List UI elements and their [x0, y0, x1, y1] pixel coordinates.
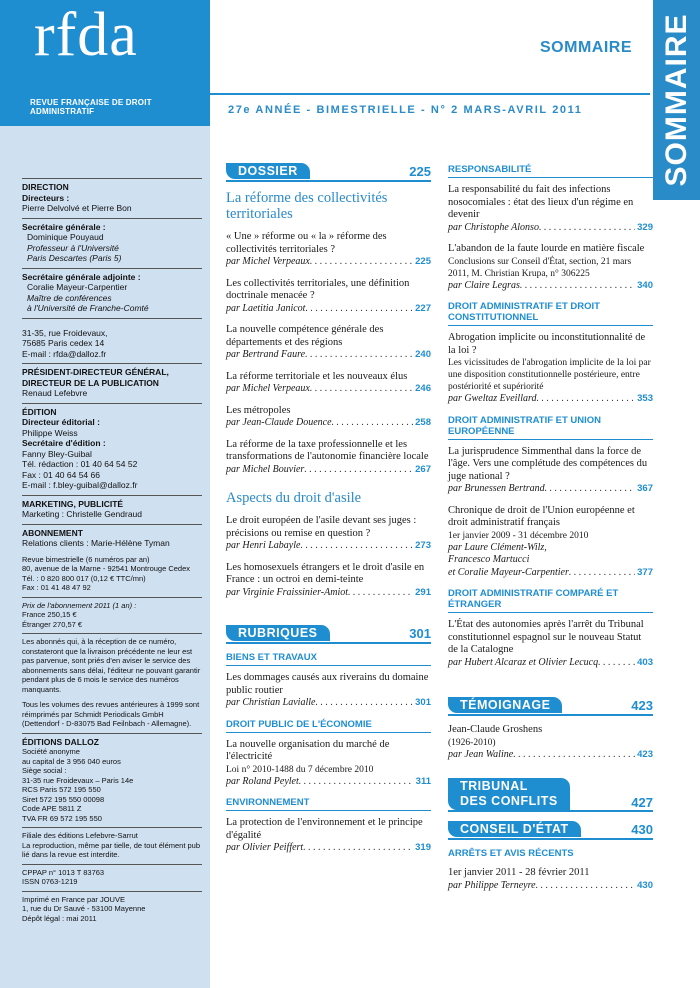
category-heading: ARRÊTS ET AVIS RÉCENTS [448, 848, 574, 859]
entry-title: La nouvelle organisation du marché de l'électricité [226, 738, 390, 762]
toc-entry[interactable] [226, 672, 431, 710]
category-heading: DROIT ADMINISTRATIF COMPARÉ ET ÉTRANGER [448, 588, 653, 613]
prix-france: France 250,15 € [22, 610, 77, 619]
entry-title: La réforme territoriale et les nouveaux élus [226, 370, 408, 382]
entry-title: L'abandon de la faute lourde en matière fiscale [448, 243, 645, 254]
company-line: Société anonyme [22, 747, 80, 756]
sg-role: Professeur à l'Université [27, 242, 119, 253]
entry-title: Jean-Claude Groshens [448, 724, 543, 735]
entry-author: par Jean-Claude Douence [226, 417, 332, 428]
entry-author: par Brunessen Bertrand [448, 483, 545, 494]
entry-author: par Roland Peylet [226, 775, 299, 787]
divider [22, 733, 202, 734]
reprint-note: Tous les volumes des revues antérieures à 1999 sont réimprimés par Schmidt Periodicals GmbH (Dettendorf - D-83075 Bad Feilnbach - Allemagne). [22, 700, 200, 728]
category-heading: ENVIRONNEMENT [226, 797, 431, 811]
leader-dots [537, 393, 636, 406]
entry-title: Le droit européen de l'asile devant ses juges : précisions ou remise en question ? [226, 515, 417, 539]
entry-page: 291 [415, 586, 431, 598]
category-heading: RESPONSABILITÉ [448, 164, 653, 178]
entry-page: 340 [637, 279, 653, 291]
entry-page: 258 [415, 417, 431, 428]
abo-line: Relations clients : Marie-Hélène Tyman [22, 538, 170, 548]
leader-dots [310, 383, 413, 396]
entry-page: 423 [637, 748, 653, 760]
leader-dots [348, 587, 413, 600]
toc-entry[interactable] [448, 867, 653, 892]
entry-author: par Hubert Alcaraz et Olivier Lecucq [448, 656, 599, 668]
entry-subtitle: (1926-2010) [448, 737, 496, 748]
dossier-section-header [226, 162, 431, 182]
divider [22, 827, 202, 828]
mkt-line: Marketing : Christelle Gendraud [22, 509, 143, 519]
entry-title: Chronique de droit de l'Union européenne et droit administratif français [448, 504, 635, 528]
tribunal-page: 427 [631, 795, 653, 810]
entry-title: Abrogation implicite ou inconstitutionnalité de la loi ? [448, 332, 646, 356]
logo-subtitle: REVUE FRANÇAISE DE DROIT ADMINISTRATIF [30, 98, 152, 116]
leader-dots [520, 280, 635, 293]
company-line: RCS Paris 572 195 550 [22, 785, 101, 794]
entry-subtitle: Loi n° 2010-1488 du 7 décembre 2010 [226, 764, 374, 775]
direction-heading: DIRECTION [22, 182, 69, 192]
entry-title: Les collectivités territoriales, une définition doctrinale menacée ? [226, 277, 410, 301]
entry-author: par Christophe Alonso [448, 221, 539, 233]
company-line: au capital de 3 956 040 euros [22, 756, 121, 766]
company-line: 31-35 rue Froidevaux – Paris 14e [22, 775, 134, 785]
divider [22, 178, 202, 179]
address-line: 31-35, rue Froidevaux, [22, 327, 108, 338]
print-line: Imprimé en France par JOUVE [22, 894, 125, 904]
entry-page: 329 [637, 221, 653, 233]
leader-dots [598, 657, 635, 670]
header-banner [0, 0, 210, 126]
se-name: Fanny Bley-Guibal [22, 448, 92, 459]
divider [22, 633, 202, 634]
rev-line: 80, avenue de la Marne - 92541 Montrouge Cedex [22, 564, 191, 573]
divider [22, 495, 202, 496]
toc-entry[interactable] [448, 619, 653, 669]
sommaire-label: SOMMAIRE [540, 39, 632, 56]
entry-page: 267 [415, 463, 431, 475]
entry-page: 273 [415, 540, 431, 551]
toc-entry[interactable] [226, 371, 431, 396]
entry-author: par Bertrand Faure [226, 349, 306, 360]
de-label: Directeur éditorial : [22, 417, 100, 427]
entry-author: par Jean Waline [448, 748, 514, 760]
entry-author: et Coralie Mayeur-Carpentier [448, 566, 569, 578]
dossier-tag: DOSSIER [226, 163, 310, 179]
tribunal-tag-line2: DES CONFLITS [460, 794, 558, 808]
leader-dots [304, 464, 413, 477]
entry-title: L'État des autonomies après l'arrêt du Tribunal constitutionnel espagnol sur le nouveau Statut de la Catalogne [448, 619, 644, 655]
category-heading: DROIT PUBLIC DE L'ÉCONOMIE [226, 719, 431, 733]
subscriber-note: Les abonnés qui, à la réception de ce numéro, constateront que la livraison précédente ne leur est pas parvenue, sont priés d'en aviser le service des abonnements sans délai, l'éditeur ne pouvant garantir pendant plus de 6 mois le service des numéros manquants. [22, 637, 201, 694]
leader-dots [536, 880, 636, 893]
leader-dots [305, 303, 413, 316]
entry-author: par Olivier Peiffert [226, 842, 304, 853]
sga-role: à l'Université de Franche-Comté [27, 303, 149, 313]
leader-dots [303, 842, 413, 855]
leader-dots [305, 349, 413, 362]
directeurs-label: Directeurs : [22, 192, 70, 203]
temoignage-section-header [448, 696, 653, 716]
print-line: 1, rue du Dr Sauvé - 53100 Mayenne [22, 904, 146, 913]
entry-title: Les dommages causés aux riverains du domaine public routier [226, 672, 429, 696]
entry-page: 403 [637, 656, 653, 668]
rubriques-section-header [226, 624, 431, 644]
se-email: E-mail : f.bley-guibal@dalloz.fr [22, 480, 138, 490]
email-line: E-mail : rfda@dalloz.fr [22, 348, 107, 359]
leader-dots [300, 540, 413, 553]
edition-heading: ÉDITION [22, 406, 57, 417]
entry-title: Les métropoles [226, 404, 291, 416]
divider [22, 891, 202, 892]
category-heading: DROIT ADMINISTRATIF ET DROIT CONSTITUTIONNEL [448, 301, 653, 326]
toc-entry[interactable] [226, 405, 431, 430]
rev-line: Tél. : 0 820 800 017 (0,12 € TTC/mn) [22, 573, 146, 583]
rfda-logo: rfda [34, 1, 138, 69]
entry-page: 430 [637, 879, 653, 891]
divider [22, 318, 202, 319]
company-line: Siret 572 195 550 00098 [22, 794, 105, 804]
vertical-sommaire-band [653, 0, 700, 200]
entry-subtitle: Conclusions sur Conseil d'État, section, 21 mars 2011, M. Christian Krupa, n° 306225 [448, 256, 632, 279]
entry-title: La protection de l'environnement et le principe d'égalité [226, 817, 423, 841]
entry-title: La responsabilité du fait des infections nosocomiales : état des lieux d'un régime en devenir [448, 184, 634, 220]
temoignage-tag: TÉMOIGNAGE [448, 697, 562, 713]
sga-role: Maître de conférences [27, 292, 112, 303]
tribunal-section-header [448, 776, 653, 812]
toc-entry[interactable] [226, 817, 431, 855]
toc-entry[interactable] [226, 515, 431, 553]
temoignage-page: 423 [631, 697, 653, 713]
entry-author: par Philippe Terneyre [448, 879, 536, 891]
entry-page: 367 [637, 483, 653, 494]
entry-author: par Laure Clément-Wilz, [448, 541, 547, 553]
fax-line: Fax : 01 40 64 54 66 [22, 469, 100, 480]
leader-dots [513, 749, 635, 762]
abo-heading: ABONNEMENT [22, 527, 83, 538]
toc-entry[interactable] [448, 446, 653, 496]
leader-dots [569, 567, 635, 580]
tel-line: Tél. rédaction : 01 40 64 54 52 [22, 459, 138, 469]
rubriques-page: 301 [409, 625, 431, 641]
entry-subtitle: Les vicissitudes de l'abrogation implicite de la loi par une disposition constitutionnelle postérieure, entre postériorité et supériorité [448, 358, 651, 392]
leader-dots [332, 417, 414, 430]
rev-line: Fax : 01 41 48 47 92 [22, 583, 91, 592]
entry-author: par Michel Verpeaux [226, 256, 310, 267]
entry-page: 353 [637, 393, 653, 404]
leader-dots [299, 776, 414, 789]
toc-column-right [448, 162, 653, 901]
se-label: Secrétaire d'édition : [22, 438, 106, 448]
entry-page: 377 [637, 566, 653, 578]
rubriques-tag: RUBRIQUES [226, 625, 330, 641]
leader-dots [315, 697, 413, 710]
toc-entry[interactable] [226, 562, 431, 600]
entry-title: 1er janvier 2011 - 28 février 2011 [448, 867, 590, 878]
repro-line: La reproduction, même par tielle, de tout élément pub lié dans la revue est interdite. [22, 840, 201, 859]
entry-author: par Laetitia Janicot [226, 302, 306, 314]
divider [22, 524, 202, 525]
entry-page: 311 [415, 775, 431, 787]
rev-line: Revue bimestrielle (6 numéros par an) [22, 554, 150, 564]
company-line: Code APE 5811 Z [22, 804, 82, 813]
entry-page: 240 [415, 349, 431, 360]
entry-title: « Une » réforme ou « la » réforme des collectivités territoriales ? [226, 231, 387, 255]
divider [22, 268, 202, 269]
conseil-page: 430 [631, 821, 653, 837]
leader-dots [545, 483, 635, 496]
entry-author: par Michel Verpeaux [226, 383, 310, 394]
dossier-page: 225 [409, 163, 431, 179]
toc-entry[interactable] [226, 439, 431, 477]
leader-dots [310, 256, 413, 269]
cppap-line: CPPAP n° 1013 T 83763 [22, 867, 105, 877]
section-title: Aspects du droit d'asile [226, 490, 362, 506]
sg-name: Dominique Pouyaud [27, 232, 104, 242]
directeurs-names: Pierre Delvolvé et Pierre Bon [22, 203, 132, 213]
entry-title: Les homosexuels étrangers et le droit d'asile en France : un octroi en demi-teinte [226, 561, 425, 585]
sga-label: Secrétaire générale adjointe : [22, 271, 141, 282]
toc-entry[interactable] [226, 278, 431, 316]
leader-dots [539, 222, 635, 235]
vertical-sommaire-text: SOMMAIRE [660, 13, 693, 187]
toc-entry[interactable] [226, 231, 431, 269]
toc-entry[interactable] [448, 724, 653, 761]
entry-page: 319 [415, 842, 431, 853]
divider [22, 363, 202, 364]
tribunal-tag-line1: TRIBUNAL [460, 779, 528, 793]
entry-page: 301 [415, 697, 431, 708]
address-line: 75685 Paris cedex 14 [22, 338, 105, 348]
toc-column-left [226, 162, 431, 864]
entry-page: 225 [415, 256, 431, 267]
category-heading: DROIT ADMINISTRATIF ET UNION EUROPÉENNE [448, 415, 653, 440]
issn-line: ISSN 0763-1219 [22, 877, 78, 886]
entry-author: par Virginie Fraissinier-Amiot [226, 586, 349, 598]
conseil-section-header [448, 820, 653, 840]
sg-role: Paris Descartes (Paris 5) [27, 253, 122, 263]
mkt-heading: MARKETING, PUBLICITÉ [22, 498, 124, 509]
issue-line: 27e ANNÉE - BIMESTRIELLE - N° 2 MARS-AVRIL 2011 [228, 104, 583, 116]
toc-entry[interactable] [448, 184, 653, 234]
toc-entry[interactable] [448, 332, 653, 406]
divider [22, 218, 202, 219]
toc-entry[interactable] [226, 739, 431, 789]
pdg-heading: PRÉSIDENT-DIRECTEUR GÉNÉRAL, DIRECTEUR DE LA PUBLICATION [22, 367, 169, 388]
entry-page: 227 [415, 302, 431, 314]
divider [22, 403, 202, 404]
toc-entry[interactable] [448, 243, 653, 292]
conseil-tag: CONSEIL D'ÉTAT [448, 821, 581, 837]
toc-entry[interactable] [226, 324, 431, 362]
entry-page: 246 [415, 383, 431, 394]
entry-author: par Claire Legras [448, 279, 520, 291]
prix-heading: Prix de l'abonnement 2011 (1 an) : [22, 600, 137, 610]
company-line: Siège social : [22, 766, 67, 775]
divider [22, 597, 202, 598]
header-rule [210, 93, 650, 95]
entry-author: par Henri Labayle [226, 540, 301, 551]
sg-label: Secrétaire générale : [22, 221, 106, 232]
entry-author: par Gweltaz Eveillard [448, 393, 537, 404]
sga-name: Coralie Mayeur-Carpentier [27, 282, 128, 292]
entry-title: La réforme de la taxe professionnelle et les transformations de l'autonomie financière locale [226, 438, 429, 462]
filiale-line: Filiale des éditions Lefebvre-Sarrut [22, 831, 138, 840]
entry-author: par Michel Bouvier [226, 463, 305, 475]
de-name: Philippe Weiss [22, 427, 78, 438]
editions-heading: ÉDITIONS DALLOZ [22, 736, 99, 747]
entry-author: par Christian Lavialle [226, 697, 316, 708]
depot-line: Dépôt légal : mai 2011 [22, 913, 97, 923]
divider [22, 864, 202, 865]
toc-entry[interactable] [448, 505, 653, 580]
section-title: La réforme des collectivités territoriales [226, 190, 388, 222]
masthead-sidebar [0, 126, 210, 988]
company-line: TVA FR 69 572 195 550 [22, 813, 102, 823]
entry-title: La jurisprudence Simmenthal dans la force de l'âge. Vers une complétude des compétences du juge national ? [448, 445, 648, 482]
pdg-name: Renaud Lefebvre [22, 388, 88, 398]
prix-etranger: Étranger 270,57 € [22, 619, 83, 629]
entry-title: La nouvelle compétence générale des départements et des régions [226, 324, 384, 348]
category-heading: BIENS ET TRAVAUX [226, 652, 431, 666]
entry-author: Francesco Martucci [448, 554, 530, 565]
entry-subtitle: 1er janvier 2009 - 31 décembre 2010 [448, 530, 589, 541]
